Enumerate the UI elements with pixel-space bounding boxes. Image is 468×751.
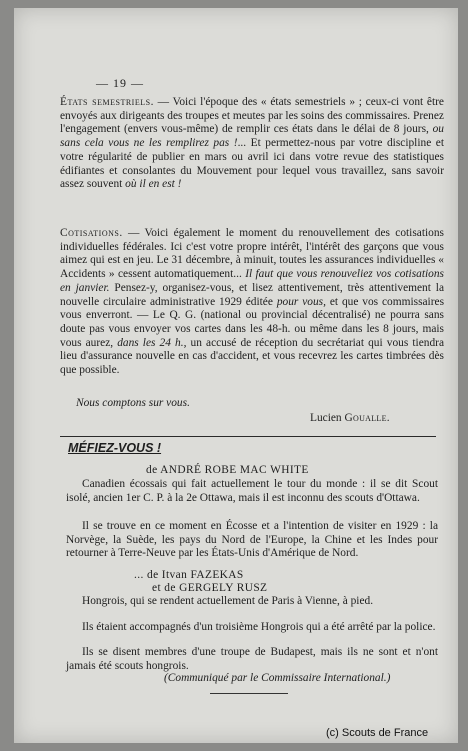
cotisations-text-3: et que vos commissaires vous enverront. — Le Q. G. (national ou provincial décentralisé) ne pourra sans doute pas vous envoyer vos cartes dans les 48-h. ou même dans les 8 jours, mais vous aurez, — [60, 295, 444, 349]
cotisations-italic-3: dans les 24 h., — [117, 336, 187, 349]
cotisations-lead: Cotisations. — [60, 227, 123, 239]
signature-last-name: Goualle. — [344, 412, 390, 424]
end-rule — [210, 693, 288, 694]
page-number: — 19 — — [96, 76, 144, 90]
etats-text-1: — Voici l'époque des « états semestriels » ; ceux-ci vont être envoyés aux dirigeants des troupes et meutes par les soins des commissaires. Prenez l'engagement (envers vous-même) de remplir ces états dans le délai de 8 jours, — [60, 96, 444, 136]
suspect-name-2: ... de Itvan FAZEKAS — [134, 569, 244, 581]
suspect-name-3: et de GERGELY RUSZ — [152, 582, 268, 594]
signature-first-name: Lucien — [310, 412, 342, 424]
closing-line: Nous comptons sur vous. — [76, 397, 190, 409]
cotisations-text-2: Pensez-y, organisez-vous, et lisez attentivement, très attentivement la nouvelle circulaire administrative 1929 éditée — [60, 281, 445, 308]
etats-lead: États semestriels. — [60, 96, 154, 108]
suspect-name-1: de ANDRÉ ROBE MAC WHITE — [146, 464, 309, 476]
copyright-watermark: (c) Scouts de France — [326, 727, 429, 739]
mefiez-paragraph-2: Il se trouve en ce moment en Écosse et a l'intention de visiter en 1929 : la Norvège, la Suède, les pays du Nord de l'Europe, la Chine et les Indes pour retourner à Terre-Neuve par les États-Unis d'Amérique de Nord. — [66, 520, 438, 560]
mefiez-paragraph-1: Canadien écossais qui fait actuellement le tour du monde : il se dit Scout isolé, ancien 1er C. P. à la 2e Ottawa, mais il est inconnu des scouts d'Ottawa. — [66, 478, 438, 504]
signature — [310, 412, 390, 424]
cotisations-text-1: — Voici également le moment du renouvellement des cotisations individuelles fédérales. Ici c'est votre propre intérêt, l'intérêt des garçons que vous aimez qui est en jeu. Le 31 décembre, à minuit, toutes les assurances individuelles « Accidents » cessent automatiquement... — [60, 227, 444, 281]
mefiez-paragraph-3: Hongrois, qui se rendent actuellement de Paris à Vienne, à pied. — [82, 595, 374, 607]
source-attribution: (Communiqué par le Commissaire International.) — [164, 672, 391, 684]
cotisations-paragraph — [60, 227, 444, 378]
mefiez-paragraph-4: Ils étaient accompagnés d'un troisième Hongrois qui a été arrêté par la police. — [82, 621, 436, 633]
cotisations-italic-1: Il faut que vous renouveliez vos cotisations en janvier. — [60, 268, 444, 294]
etats-italic-2: où il en est ! — [125, 178, 182, 191]
etats-semestriels-paragraph — [60, 96, 444, 192]
cotisations-text-4: un accusé de réception du secrétariat qui vous tiendra lieu d'assurance nouvelle en cas d'accident, et vous recevrez les cartes timbrées dès que possible. — [60, 336, 444, 377]
etats-italic-1: ou sans cela vous ne les remplirez pas ! — [60, 123, 444, 150]
section-divider — [60, 436, 436, 437]
mefiez-paragraph-5: Ils se disent membres d'une troupe de Budapest, mais ils ne sont et n'ont jamais été scouts hongrois. — [66, 646, 438, 672]
cotisations-italic-2: pour vous, — [276, 295, 326, 308]
mefiez-vous-title: MÉFIEZ-VOUS ! — [68, 441, 162, 455]
document-page — [14, 8, 458, 743]
etats-text-2: ... Et permettez-nous par votre discipline et votre régularité de publier en mars ou avril ici dans votre revue des statistiques édifiantes et consolantes du Mouvement pour lequel vous travaillez, sans savoir assez souvent — [60, 137, 444, 191]
